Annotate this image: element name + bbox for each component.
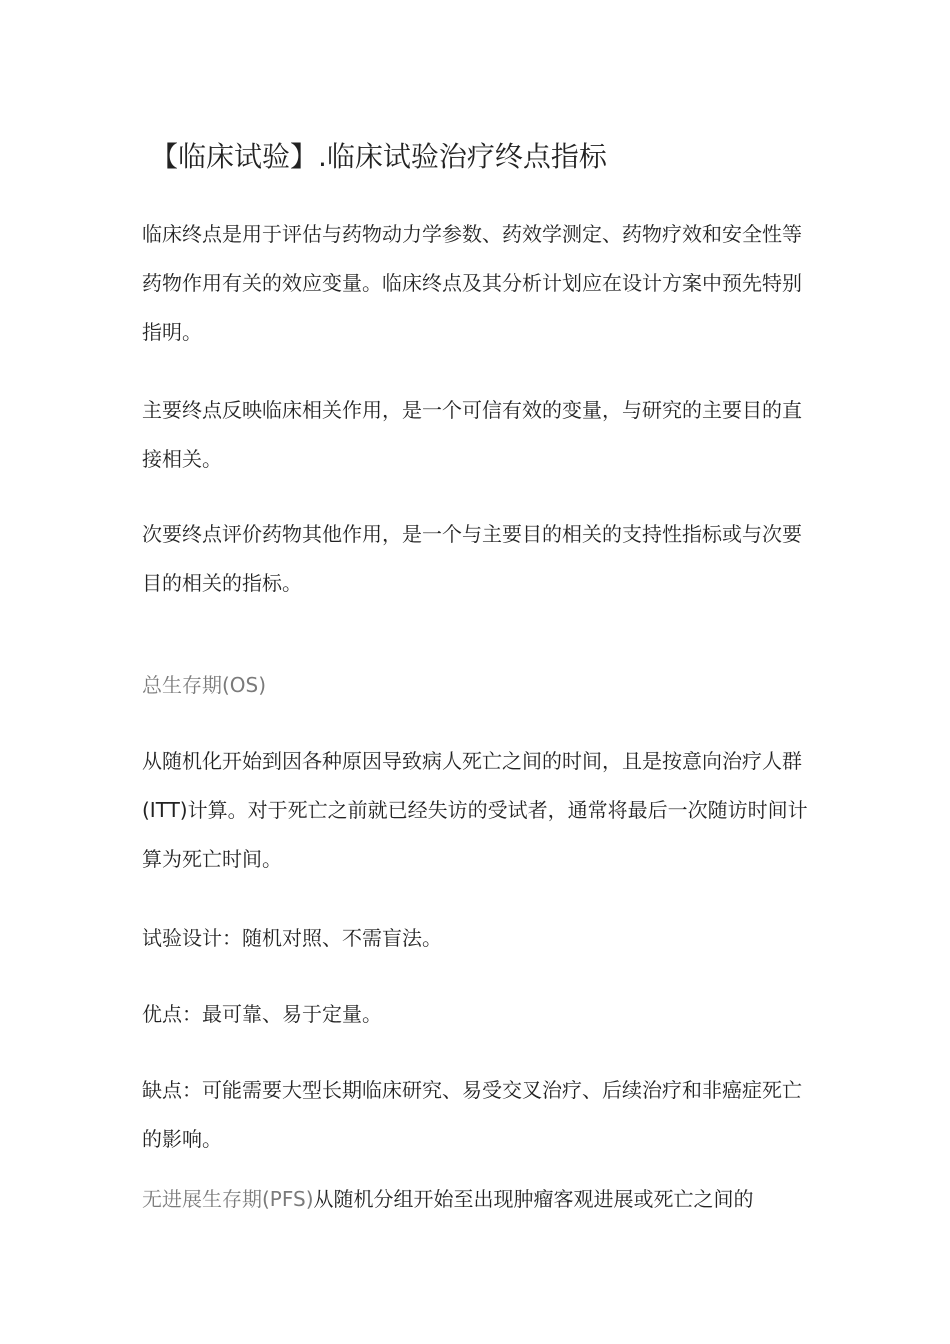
intro-paragraph-2: 主要终点反映临床相关作用，是一个可信有效的变量，与研究的主要目的直接相关。 — [142, 398, 802, 471]
intro-paragraph-1: 临床终点是用于评估与药物动力学参数、药效学测定、药物疗效和安全性等药物作用有关的效应变量。临床终点及其分析计划应在设计方案中预先特别指明。 — [142, 222, 802, 344]
os-trial-design: 试验设计：随机对照、不需盲法。 — [142, 926, 442, 950]
pfs-section-heading: 无进展生存期(PFS) — [142, 1187, 314, 1211]
os-section-heading: 总生存期(OS) — [142, 673, 267, 697]
intro-paragraph-3: 次要终点评价药物其他作用，是一个与主要目的相关的支持性指标或与次要目的相关的指标。 — [142, 522, 802, 595]
os-definition: 从随机化开始到因各种原因导致病人死亡之间的时间，且是按意向治疗人群(ITT)计算。对于死亡之前就已经失访的受试者，通常将最后一次随访时间计算为死亡时间。 — [142, 749, 808, 871]
os-disadvantages: 缺点：可能需要大型长期临床研究、易受交叉治疗、后续治疗和非癌症死亡的影响。 — [142, 1078, 802, 1151]
document-title: 【临床试验】.临床试验治疗终点指标 — [150, 140, 607, 173]
os-advantages: 优点：最可靠、易于定量。 — [142, 1002, 382, 1026]
pfs-definition-start: 从随机分组开始至出现肿瘤客观进展或死亡之间的 — [313, 1187, 754, 1211]
pfs-paragraph — [142, 1175, 814, 1224]
